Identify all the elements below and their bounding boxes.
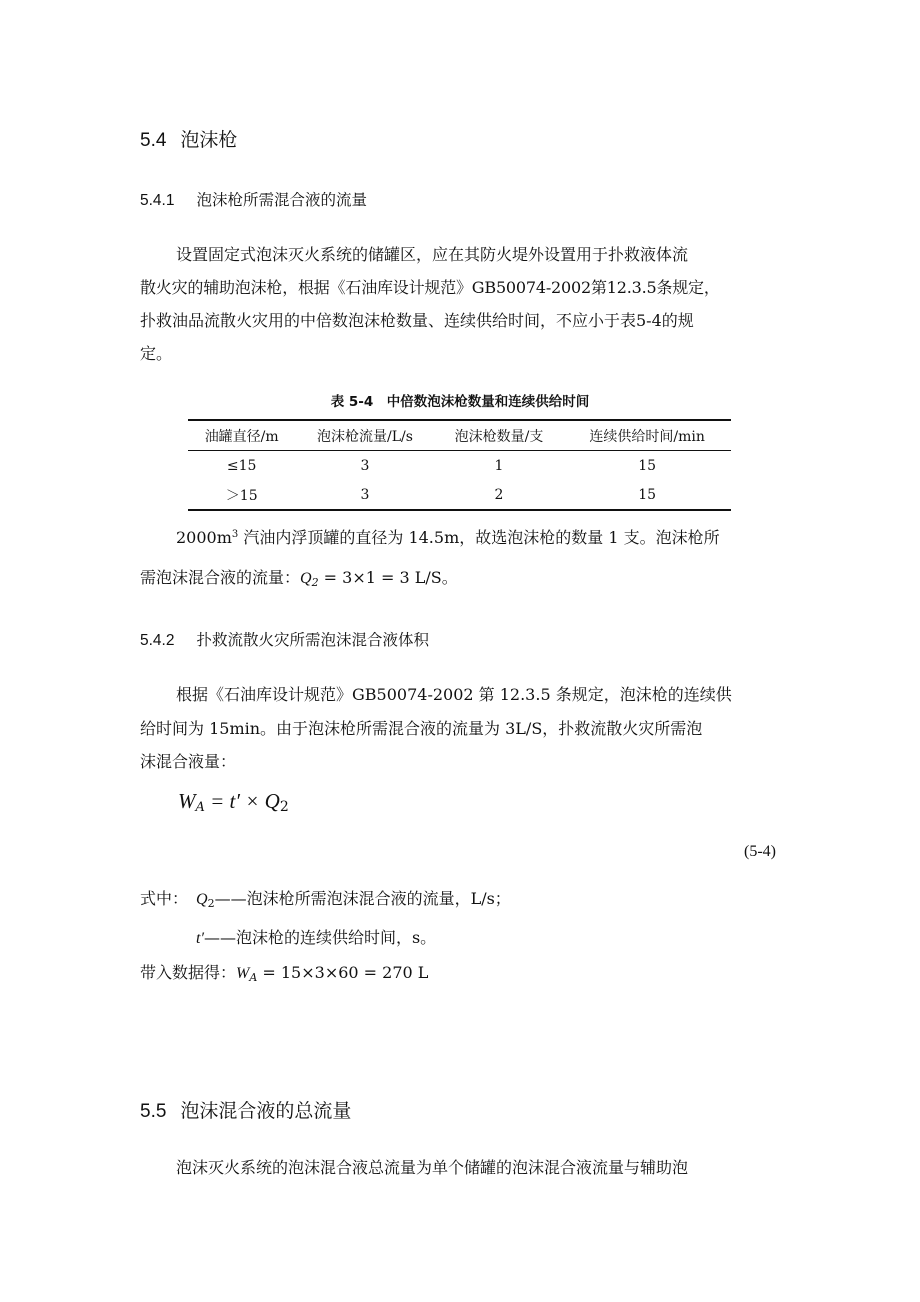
table-row: [188, 451, 731, 481]
paragraph-2-line-2: [140, 561, 458, 599]
math-variable-w: W: [236, 965, 250, 982]
paragraph-3-line-3: 沫混合液量：: [140, 752, 237, 771]
table-cell: 1: [494, 457, 504, 474]
paragraph-1-line-3: 扑救油品流散火灾用的中倍数泡沫枪数量、连续供给时间，不应小于表5-4的规: [140, 311, 694, 330]
text-run: 汽油内浮顶罐的直径为 14.5m，故选泡沫枪的数量 1 支。泡沫枪所: [238, 528, 720, 547]
math-variable-q: Q: [196, 891, 208, 908]
subsection-title: 扑救流散火灾所需泡沫混合液体积: [196, 631, 429, 649]
header-gun-count: 泡沫枪数量/支: [454, 428, 544, 445]
header-tank-diameter: 油罐直径/m: [204, 428, 279, 445]
text-run: = 15×3×60 = 270 L: [257, 963, 429, 982]
table-cell: 3: [360, 486, 370, 503]
subsection-title: 泡沫枪所需混合液的流量: [196, 191, 367, 209]
header-supply-time: 连续供给时间/min: [589, 428, 705, 445]
text-run: 2000m: [176, 528, 232, 547]
formula-rhs: = t′ × Q: [204, 789, 280, 813]
text-run: 需泡沫混合液的流量：: [140, 568, 301, 587]
where-line-2: [196, 921, 436, 955]
paragraph-4-line-1: 泡沫灭火系统的泡沫混合液总流量为单个储罐的泡沫混合液流量与辅助泡: [176, 1158, 689, 1177]
table-caption: 表 5-4 中倍数泡沫枪数量和连续供给时间: [330, 394, 590, 410]
paragraph-3-line-1: 根据《石油库设计规范》GB50074-2002 第 12.3.5 条规定，泡沫枪的连续供: [176, 685, 732, 704]
paragraph-3-line-2: 给时间为 15min。由于泡沫枪所需混合液的流量为 3L/S，扑救流散火灾所需泡: [140, 719, 703, 738]
subscript: 2: [207, 897, 215, 910]
paragraph-1-line-4: 定。: [140, 344, 173, 363]
text-run: 式中：: [140, 889, 189, 908]
text-run: 带入数据得：: [140, 963, 237, 982]
subscript: 2: [279, 799, 289, 815]
formula-5-4: [178, 789, 289, 815]
math-variable-q: Q: [300, 570, 312, 587]
section-number: 5.4: [140, 130, 167, 151]
table-cell: 15: [638, 486, 657, 503]
superscript: 3: [231, 529, 239, 540]
paragraph-1-line-1: 设置固定式泡沫灭火系统的储罐区，应在其防火堤外设置用于扑救液体流: [176, 245, 689, 264]
subsection-heading-5-4-1: [140, 188, 367, 210]
subsection-number: 5.4.2: [140, 632, 175, 649]
table-cell: ≤15: [226, 457, 257, 474]
table-cell: ＞15: [225, 487, 258, 504]
table-header-row: [188, 420, 731, 451]
section-heading-5-4: [140, 125, 237, 152]
table-cell: 2: [494, 486, 504, 503]
subscript: A: [195, 800, 205, 815]
text-run: = 3×1 = 3 L/S。: [318, 568, 458, 587]
where-line-1: [140, 882, 511, 920]
header-gun-flow: 泡沫枪流量/L/s: [317, 428, 413, 445]
table-5-4: [188, 419, 731, 511]
paragraph-2-line-1: [176, 518, 720, 554]
table-cell: 3: [360, 457, 370, 474]
text-run: ——泡沫枪所需泡沫混合液的流量，L/s；: [214, 889, 511, 908]
subscript: A: [249, 971, 258, 984]
section-title: 泡沫混合液的总流量: [180, 1100, 352, 1122]
subsection-number: 5.4.1: [140, 192, 175, 209]
paragraph-1-line-2: 散火灾的辅助泡沫枪，根据《石油库设计规范》GB50074-2002第12.3.5条规定，: [140, 278, 720, 297]
section-heading-5-5: [140, 1096, 351, 1123]
section-number: 5.5: [140, 1101, 167, 1122]
subsection-heading-5-4-2: [140, 628, 429, 650]
text-run: ——泡沫枪的连续供给时间，s。: [203, 928, 437, 947]
equation-number: (5-4): [744, 843, 776, 860]
substitution-line: [140, 956, 428, 994]
subscript: 2: [311, 576, 319, 589]
math-variable-w: W: [178, 789, 196, 813]
table-cell: 15: [638, 457, 657, 474]
section-title: 泡沫枪: [180, 129, 238, 151]
table-row: [188, 480, 731, 510]
math-variable-t: t′: [196, 930, 204, 947]
